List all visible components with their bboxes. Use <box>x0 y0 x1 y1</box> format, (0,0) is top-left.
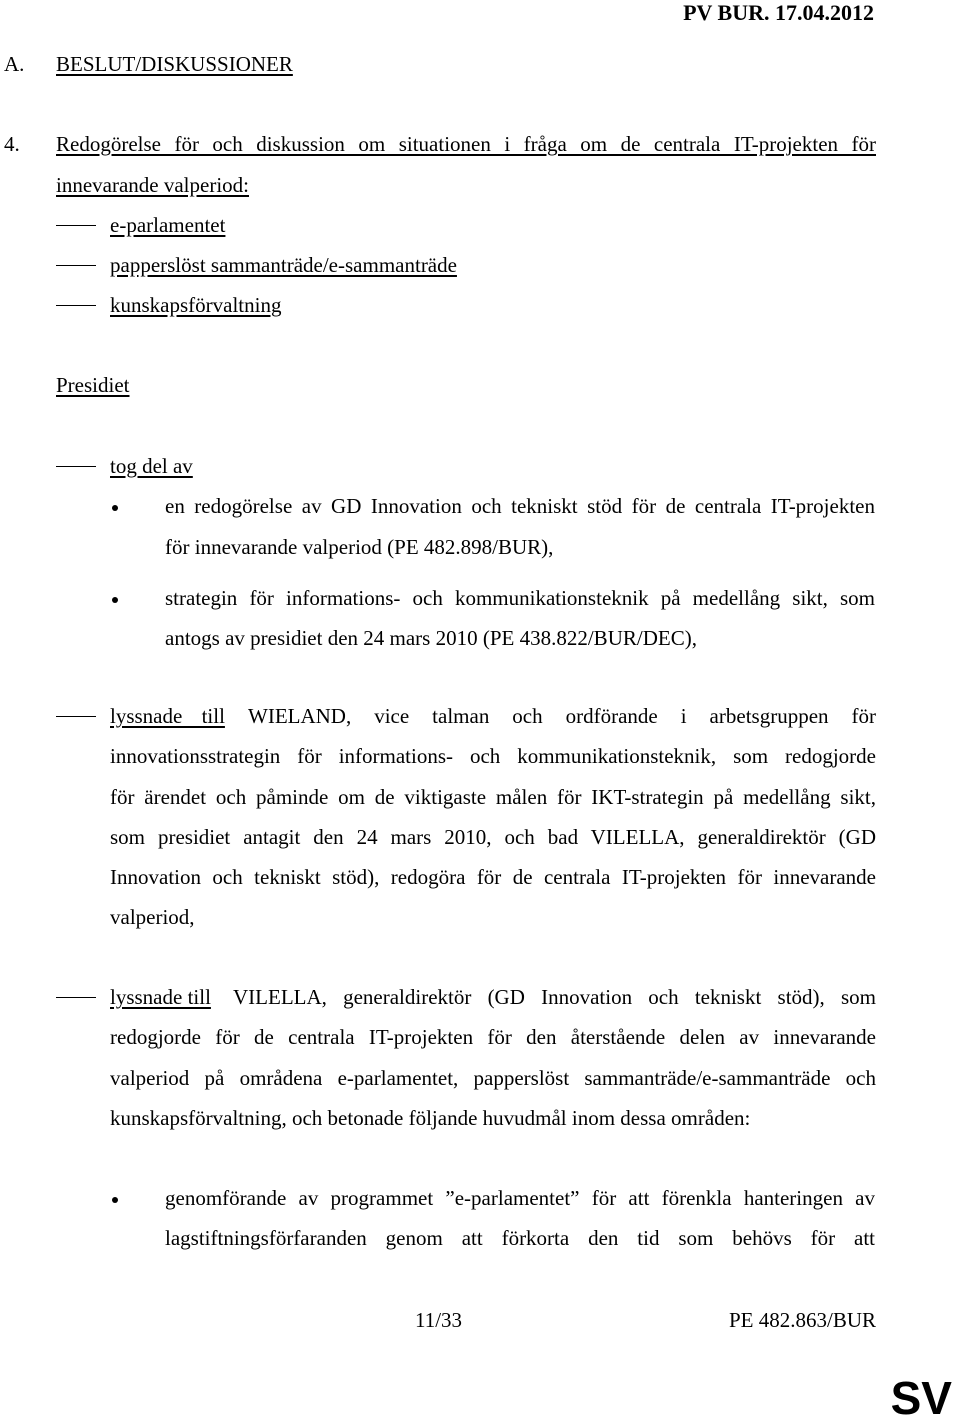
dash-marker <box>56 225 96 226</box>
document-number: PE 482.863/BUR <box>729 1308 877 1332</box>
listened2-lead: lyssnade till <box>110 985 211 1009</box>
subitem-paperless-meeting: papperslöst sammanträde/e-sammanträde <box>110 253 457 277</box>
listened2-line3: valperiod på områdena e-parlamentet, papperslöst sammanträde/e-sammanträde och <box>110 1066 876 1090</box>
listened1-line4: som presidiet antagit den 24 mars 2010, och bad VILELLA, generaldirektör (GD <box>110 825 876 849</box>
document-reference: PV BUR. 17.04.2012 <box>683 0 874 25</box>
listened2-line2: redogjorde för de centrala IT-projekten för den återstående delen av innevarande <box>110 1025 876 1049</box>
section-title: BESLUT/DISKUSSIONER <box>56 52 293 76</box>
language-code: SV <box>890 1372 952 1424</box>
listened1-line2: innovationsstrategin för informations- och kommunikationsteknik, som redogjorde <box>110 744 876 768</box>
item-number: 4. <box>4 132 20 156</box>
listened1-lead: lyssnade till <box>110 704 225 728</box>
item-title-line1: Redogörelse för och diskussion om situationen i fråga om de centrala IT-projekten för <box>56 132 876 156</box>
took-note-label: tog del av <box>110 454 193 478</box>
bullet2-line2: antogs av presidiet den 24 mars 2010 (PE 438.822/BUR/DEC), <box>165 626 697 650</box>
dash-marker <box>56 265 96 266</box>
listened1-line5: Innovation och tekniskt stöd), redogöra för de centrala IT-projekten för innevarande <box>110 865 876 889</box>
bullet3-line1: genomförande av programmet ”e-parlamentet” för att förenkla hanteringen av <box>165 1186 875 1210</box>
bullet-marker <box>112 505 118 511</box>
listened1-line6: valperiod, <box>110 905 195 929</box>
listened2-line1: VILELLA, generaldirektör (GD Innovation och tekniskt stöd), som <box>233 985 876 1009</box>
dash-marker <box>56 997 96 998</box>
presidiet-heading: Presidiet <box>56 373 130 397</box>
subitem-knowledge-management: kunskapsförvaltning <box>110 293 282 317</box>
listened2-line4: kunskapsförvaltning, och betonade följande huvudmål inom dessa områden: <box>110 1106 751 1130</box>
bullet1-line2: för innevarande valperiod (PE 482.898/BUR), <box>165 535 554 559</box>
bullet-marker <box>112 1197 118 1203</box>
listened1-line1: WIELAND, vice talman och ordförande i arbetsgruppen för <box>248 704 876 728</box>
item-title-line2: innevarande valperiod: <box>56 173 249 197</box>
listened1-line3: för ärendet och påminde om de viktigaste målen för IKT-strategin på medellång sikt, <box>110 785 876 809</box>
dash-marker <box>56 305 96 306</box>
page-number: 11/33 <box>415 1308 463 1332</box>
bullet3-line2: lagstiftningsförfaranden genom att förkorta den tid som behövs för att <box>165 1226 875 1250</box>
dash-marker <box>56 716 96 717</box>
bullet2-line1: strategin för informations- och kommunikationsteknik på medellång sikt, som <box>165 586 875 610</box>
bullet1-line1: en redogörelse av GD Innovation och tekniskt stöd för de centrala IT-projekten <box>165 494 875 518</box>
dash-marker <box>56 466 96 467</box>
subitem-e-parlamentet: e-parlamentet <box>110 213 226 237</box>
section-letter: A. <box>4 52 25 76</box>
bullet-marker <box>112 597 118 603</box>
